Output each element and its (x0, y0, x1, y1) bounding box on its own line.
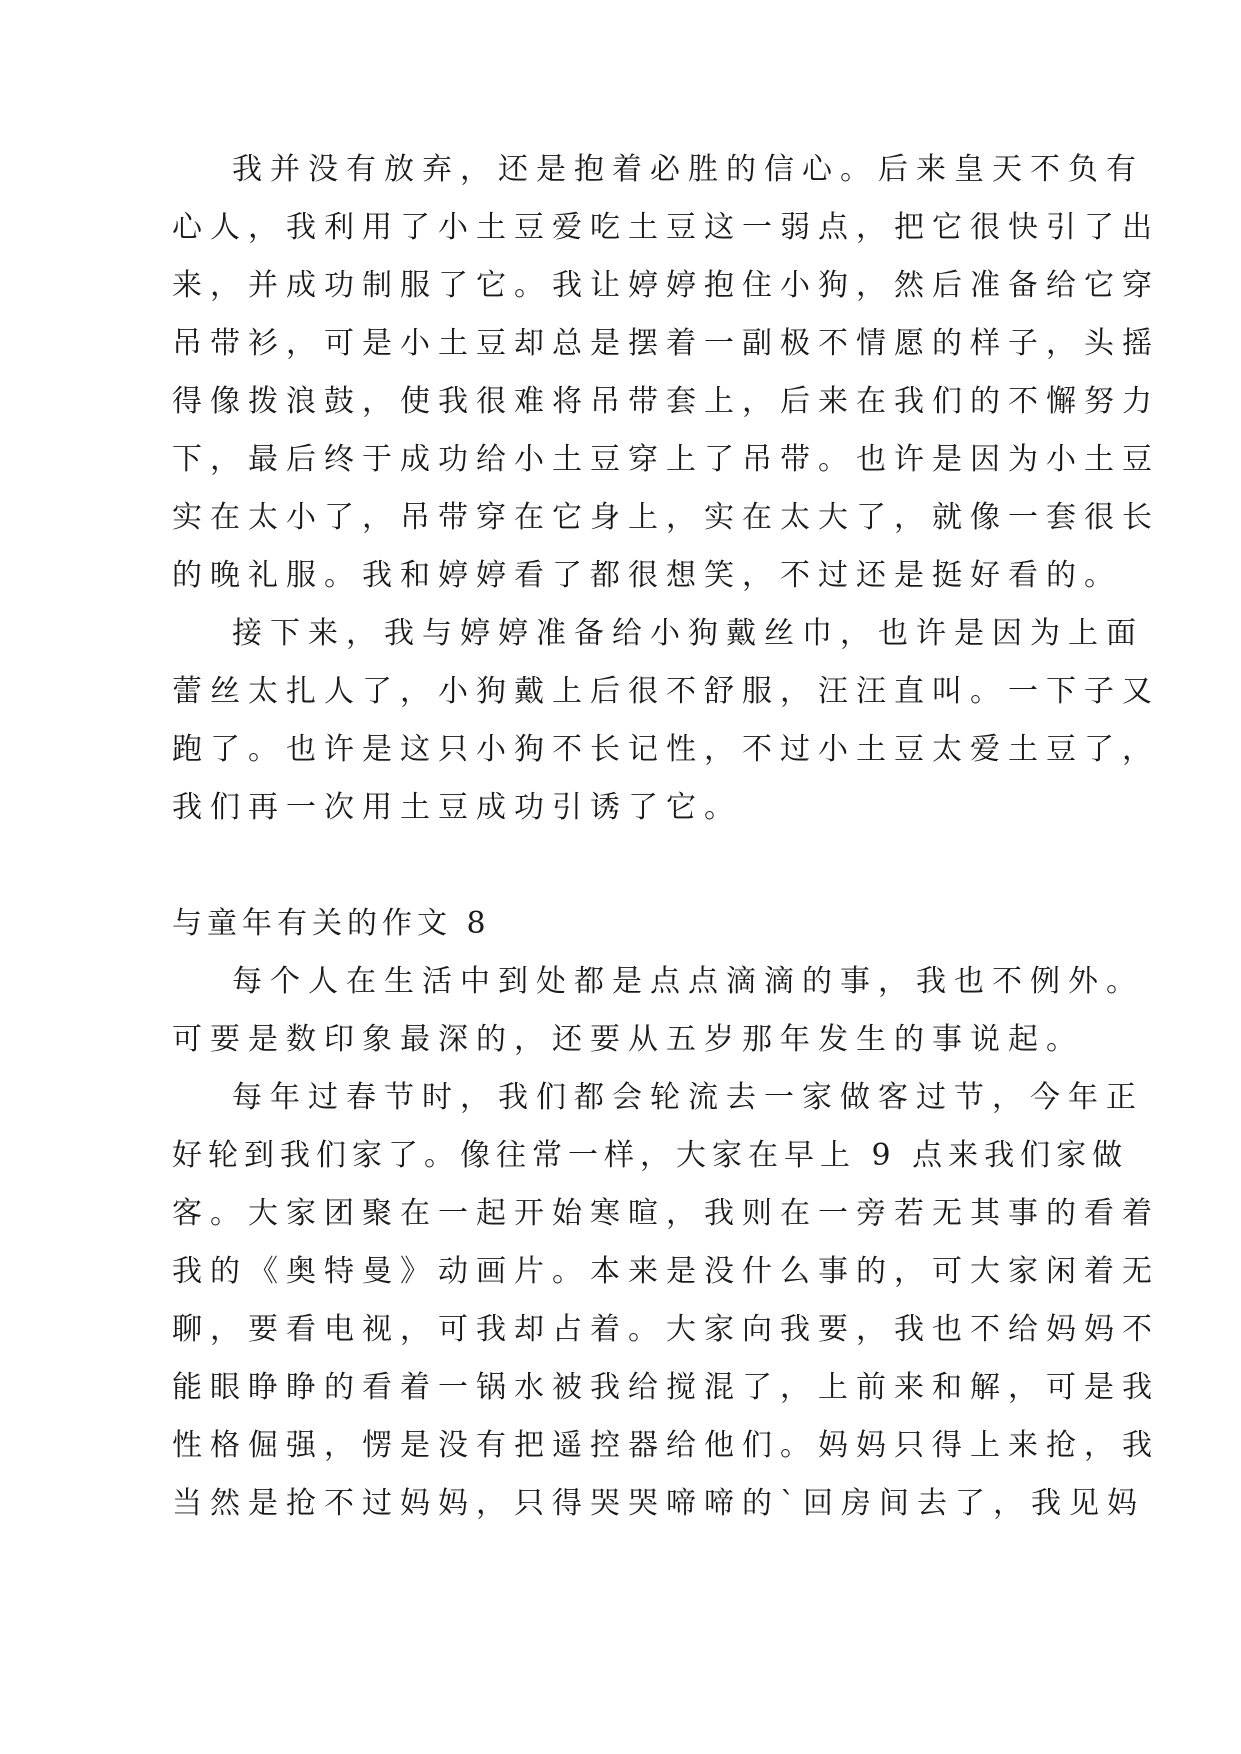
paragraph-4-line-8: 当然是抢不过妈妈，只得哭哭啼啼的`回房间去了，我见妈 (172, 1486, 1145, 1521)
paragraph-2-line-3: 跑了。也许是这只小狗不长记性，不过小土豆太爱土豆了， (172, 732, 1160, 767)
paragraph-1-line-6: 下，最后终于成功给小土豆穿上了吊带。也许是因为小土豆 (172, 442, 1160, 477)
paragraph-1-line-1: 我并没有放弃，还是抱着必胜的信心。后来皇天不负有 (232, 152, 1144, 187)
paragraph-1-line-3: 来，并成功制服了它。我让婷婷抱住小狗，然后准备给它穿 (172, 268, 1160, 303)
paragraph-2-line-1: 接下来，我与婷婷准备给小狗戴丝巾，也许是因为上面 (232, 616, 1144, 651)
paragraph-3-line-2: 可要是数印象最深的，还要从五岁那年发生的事说起。 (172, 1022, 1084, 1057)
paragraph-1-line-7: 实在太小了，吊带穿在它身上，实在太大了，就像一套很长 (172, 500, 1160, 535)
paragraph-2-line-4: 我们再一次用土豆成功引诱了它。 (172, 790, 742, 825)
section-title: 与童年有关的作文 8 (172, 906, 491, 941)
paragraph-1-line-8: 的晚礼服。我和婷婷看了都很想笑，不过还是挺好看的。 (172, 558, 1122, 593)
paragraph-1-line-5: 得像拨浪鼓，使我很难将吊带套上，后来在我们的不懈努力 (172, 384, 1160, 419)
paragraph-4-line-7: 性格倔强，愣是没有把遥控器给他们。妈妈只得上来抢，我 (172, 1428, 1160, 1463)
paragraph-4-line-4: 我的《奥特曼》动画片。本来是没什么事的，可大家闲着无 (172, 1254, 1160, 1289)
paragraph-1-line-4: 吊带衫，可是小土豆却总是摆着一副极不情愿的样子，头摇 (172, 326, 1160, 361)
paragraph-1-line-2: 心人，我利用了小土豆爱吃土豆这一弱点，把它很快引了出 (172, 210, 1160, 245)
paragraph-4-line-2: 好轮到我们家了。像往常一样，大家在早上 9 点来我们家做 (172, 1138, 1129, 1173)
paragraph-3-line-1: 每个人在生活中到处都是点点滴滴的事，我也不例外。 (232, 964, 1144, 999)
paragraph-2-line-2: 蕾丝太扎人了，小狗戴上后很不舒服，汪汪直叫。一下子又 (172, 674, 1160, 709)
paragraph-4-line-3: 客。大家团聚在一起开始寒暄，我则在一旁若无其事的看着 (172, 1196, 1160, 1231)
paragraph-4-line-5: 聊，要看电视，可我却占着。大家向我要，我也不给妈妈不 (172, 1312, 1160, 1347)
paragraph-4-line-1: 每年过春节时，我们都会轮流去一家做客过节，今年正 (232, 1080, 1144, 1115)
paragraph-4-line-6: 能眼睁睁的看着一锅水被我给搅混了，上前来和解，可是我 (172, 1370, 1160, 1405)
